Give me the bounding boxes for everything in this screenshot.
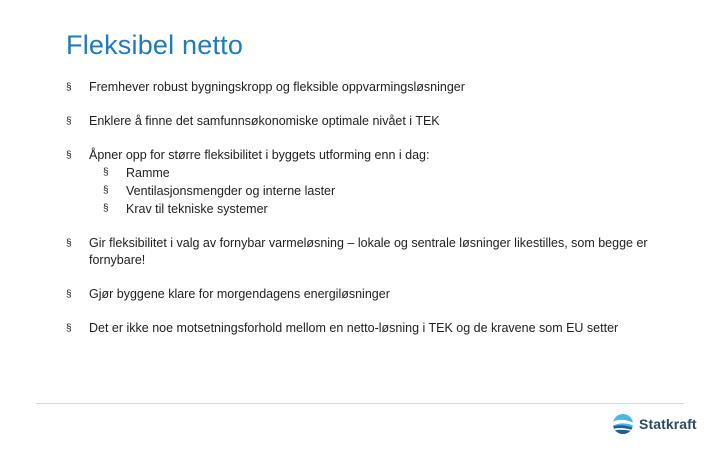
bullet-text: Gir fleksibilitet i valg av fornybar varmeløsning – lokale og sentrale løsninger likestilles, som begge er fornybare! [89, 236, 648, 267]
bullet-marker: § [66, 116, 72, 127]
bullet-text: Det er ikke noe motsetningsforhold mellom en netto-løsning i TEK og de kravene som EU setter [89, 321, 619, 335]
bullet-text: Enklere å finne det samfunnsøkonomiske optimale nivået i TEK [89, 114, 440, 128]
bullet-item [66, 320, 666, 337]
sub-bullet-text: Krav til tekniske systemer [126, 202, 268, 216]
bullet-marker: § [103, 203, 109, 214]
bullet-marker: § [66, 289, 72, 300]
bullet-marker: § [66, 238, 72, 249]
statkraft-logo-text: Statkraft [639, 416, 697, 432]
slide-title: Fleksibel netto [66, 30, 244, 60]
bullet-text: Fremhever robust bygningskropp og fleksible oppvarmingsløsninger [89, 80, 465, 94]
bullet-marker: § [66, 82, 72, 93]
sub-bullet-text: Ventilasjonsmengder og interne laster [126, 184, 336, 198]
sub-bullet-text: Ramme [126, 166, 170, 180]
bullet-list [66, 79, 666, 337]
bullet-item [66, 113, 666, 130]
sub-bullet-item [103, 182, 666, 200]
bullet-text: Gjør byggene klare for morgendagens energiløsninger [89, 287, 390, 301]
bullet-item [66, 79, 666, 96]
bullet-marker: § [66, 150, 72, 161]
sub-bullet-list [89, 164, 666, 218]
sub-bullet-item [103, 164, 666, 182]
bullet-item [66, 147, 666, 218]
bullet-marker: § [103, 167, 109, 178]
bullet-item [66, 286, 666, 303]
bullet-item [66, 235, 666, 269]
statkraft-logo [612, 411, 697, 437]
bullet-marker: § [66, 323, 72, 334]
sub-bullet-item [103, 200, 666, 218]
footer-divider [36, 403, 684, 404]
bullet-text: Åpner opp for større fleksibilitet i byggets utforming enn i dag: [89, 148, 430, 162]
bullet-marker: § [103, 185, 109, 196]
statkraft-logo-icon [612, 413, 634, 435]
